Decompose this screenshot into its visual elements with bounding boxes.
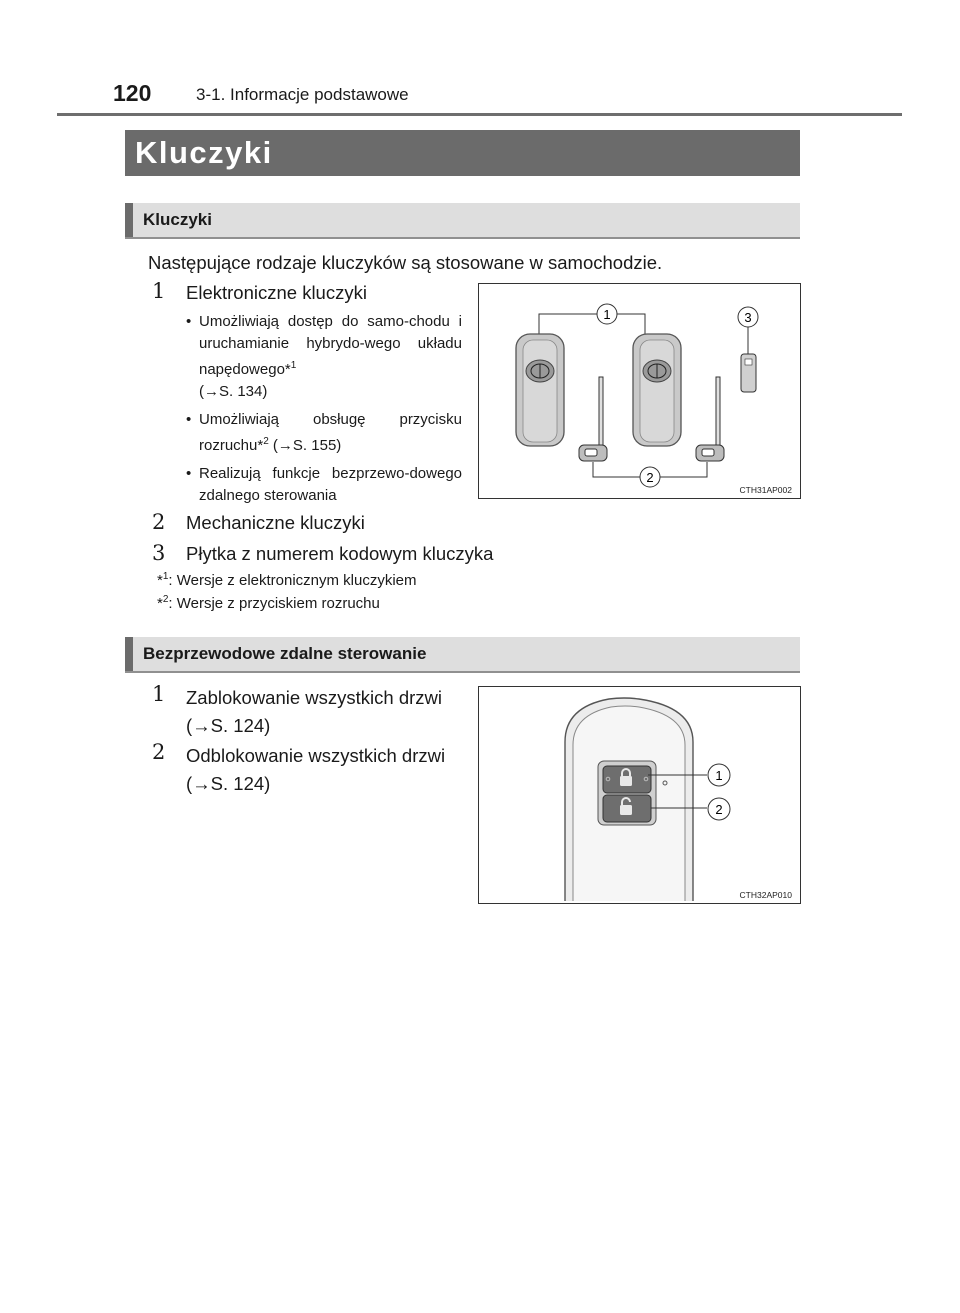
section-heading-kluczyki <box>125 203 800 239</box>
bullet-item <box>186 311 462 403</box>
bullet-text: Umożliwiają obsługę przycisku rozruchu* <box>199 411 462 454</box>
callout-label: 2 <box>646 470 654 485</box>
keys-illustration <box>479 284 800 498</box>
bullet-item <box>186 463 462 507</box>
page-title: Kluczyki <box>135 135 273 170</box>
footnote <box>157 594 380 612</box>
page-number: 120 <box>113 80 152 106</box>
callout-label: 3 <box>744 310 752 325</box>
footnote-asterisk: * <box>157 595 163 612</box>
item-label <box>186 742 445 798</box>
smart-key-fob-left <box>516 334 564 446</box>
mechanical-key-left <box>579 377 607 461</box>
intro-text: Następujące rodzaje kluczyków są stosowane w samochodzie. <box>148 252 663 273</box>
item-label <box>186 684 442 740</box>
figure-code: CTH32AP010 <box>739 890 792 900</box>
header-divider <box>57 113 902 116</box>
page-reference: (→S. 124) <box>186 715 271 736</box>
remote-figure <box>478 686 801 904</box>
callout-2 <box>640 467 660 487</box>
smart-key-fob-right <box>633 334 681 446</box>
bullet-text: Umożliwiają dostęp do samo-chodu i uruchamianie hybrydo-wego układu napędowego* <box>199 313 462 378</box>
item-number: 2 <box>152 740 166 764</box>
item-number: 3 <box>152 541 166 565</box>
callout-label: 1 <box>715 768 723 783</box>
bullet-item <box>186 409 462 457</box>
footnote-text: : Wersje z elektronicznym kluczykiem <box>168 572 417 589</box>
item-label: Płytka z numerem kodowym kluczyka <box>186 543 494 564</box>
page-reference: (→S. 124) <box>186 773 271 794</box>
keys-figure <box>478 283 801 499</box>
item-line: Zablokowanie wszystkich drzwi <box>186 687 443 708</box>
remote-illustration <box>479 687 800 903</box>
callout-label: 1 <box>603 307 611 322</box>
footnote-number: 1 <box>162 571 169 582</box>
page-reference: (→S. 134) <box>199 383 268 400</box>
figure-code: CTH31AP002 <box>739 485 792 495</box>
item-line: Odblokowanie wszystkich drzwi <box>186 745 446 766</box>
callout-1 <box>708 764 730 786</box>
item-label: Mechaniczne kluczyki <box>186 512 365 533</box>
callout-label: 2 <box>715 802 723 817</box>
bullet-list <box>186 311 462 513</box>
item-number: 1 <box>152 682 166 706</box>
section-title: Bezprzewodowe zdalne sterowanie <box>143 644 427 663</box>
item-number: 1 <box>152 279 166 303</box>
page-title-bar <box>125 130 800 176</box>
section-heading-remote <box>125 637 800 673</box>
page-reference: (→S. 155) <box>268 437 342 454</box>
item-number: 2 <box>152 510 166 534</box>
footnote <box>157 571 417 589</box>
footnote-mark: 2 <box>263 436 269 447</box>
footnote-mark: 1 <box>290 360 297 371</box>
footnote-asterisk: * <box>157 572 163 589</box>
mechanical-key-right <box>696 377 724 461</box>
key-number-plate <box>741 354 756 392</box>
callout-2 <box>708 798 730 820</box>
footnote-number: 2 <box>162 594 169 605</box>
callout-1 <box>597 304 617 324</box>
chapter-title: 3-1. Informacje podstawowe <box>196 85 409 104</box>
item-label: Elektroniczne kluczyki <box>186 282 367 303</box>
section-title: Kluczyki <box>143 210 212 229</box>
lock-button <box>603 766 651 793</box>
bullet-text: Realizują funkcje bezprzewo-dowego zdalnego sterowania <box>199 465 462 504</box>
unlock-button <box>603 795 651 822</box>
callout-3 <box>738 307 758 327</box>
footnote-text: : Wersje z przyciskiem rozruchu <box>168 595 380 612</box>
